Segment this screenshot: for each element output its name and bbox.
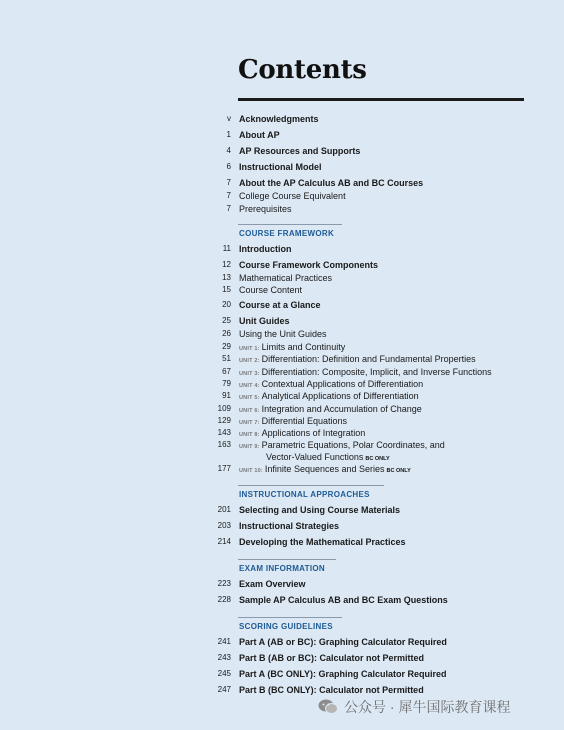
entry-text: Course Content [239, 285, 303, 295]
toc-entry[interactable] [0, 243, 564, 255]
toc-entry[interactable] [0, 341, 564, 353]
page-number: 91 [222, 391, 231, 400]
section-divider [238, 224, 342, 225]
page-number: v [227, 114, 231, 123]
bc-only-badge: BC ONLY [386, 468, 411, 474]
bc-only-badge: BC ONLY [365, 456, 390, 462]
toc-entry[interactable] [0, 652, 564, 664]
page-number: 247 [217, 685, 231, 694]
unit-label: UNIT 6: [239, 408, 260, 414]
entry-title [239, 190, 346, 202]
toc-entry[interactable] [0, 594, 564, 606]
section-heading: COURSE FRAMEWORK [239, 229, 335, 238]
page-number: 7 [226, 178, 231, 187]
page-number: 7 [226, 204, 231, 213]
entry-title [239, 299, 321, 311]
entry-text: Course Framework Components [239, 260, 379, 270]
entry-text: Sample AP Calculus AB and BC Exam Questions [239, 595, 448, 605]
entry-title [239, 652, 424, 664]
toc-entry[interactable] [0, 451, 564, 463]
page-number: 223 [217, 579, 231, 588]
section-divider [238, 559, 336, 560]
unit-label: UNIT 2: [239, 358, 260, 364]
entry-text: Part A (AB or BC): Graphing Calculator Required [239, 637, 447, 647]
toc-entry[interactable] [0, 259, 564, 271]
toc-entry[interactable] [0, 668, 564, 680]
entry-text: About AP [239, 130, 280, 140]
entry-title [239, 284, 302, 296]
page-number: 12 [222, 260, 231, 269]
entry-text: Part B (AB or BC): Calculator not Permitted [239, 653, 425, 663]
toc-entry[interactable] [0, 520, 564, 532]
toc-entry[interactable] [0, 284, 564, 296]
unit-label: UNIT 5: [239, 395, 260, 401]
page-number: 214 [217, 537, 231, 546]
page-number: 26 [222, 329, 231, 338]
entry-text: Differential Equations [261, 416, 348, 426]
entry-title [239, 315, 290, 327]
unit-label: UNIT 3: [239, 371, 260, 377]
toc-entry[interactable] [0, 427, 564, 439]
entry-title [239, 504, 400, 516]
entry-title [239, 129, 280, 141]
entry-title [239, 594, 448, 606]
page-number: 129 [217, 416, 231, 425]
entry-title [239, 177, 423, 189]
entry-text: Unit Guides [239, 316, 290, 326]
toc-entry[interactable] [0, 403, 564, 415]
toc-entry[interactable] [0, 390, 564, 402]
toc-entry[interactable] [0, 328, 564, 340]
entry-title [239, 636, 447, 648]
toc-entry[interactable] [0, 129, 564, 141]
entry-text: Introduction [239, 244, 292, 254]
toc-entry[interactable] [0, 177, 564, 189]
toc-entry[interactable] [0, 366, 564, 378]
watermark-text: 公众号 · 犀牛国际教育课程 [344, 699, 511, 715]
entry-text: Course at a Glance [239, 300, 321, 310]
entry-text: Vector-Valued Functions [266, 452, 364, 462]
page-number: 109 [217, 404, 231, 413]
toc-entry[interactable] [0, 190, 564, 202]
entry-title [239, 353, 476, 367]
entry-text: Differentiation: Definition and Fundamental Properties [261, 354, 476, 364]
entry-title [239, 328, 327, 340]
entry-text: Selecting and Using Course Materials [239, 505, 401, 515]
entry-text: Prerequisites [239, 204, 292, 214]
entry-title [239, 203, 292, 215]
page-number: 51 [222, 354, 231, 363]
entry-title [239, 536, 406, 548]
page-number: 67 [222, 367, 231, 376]
unit-label: UNIT 9: [239, 444, 260, 450]
toc-entry[interactable] [0, 353, 564, 365]
page-number: 241 [217, 637, 231, 646]
page-number: 20 [222, 300, 231, 309]
entry-text: About the AP Calculus AB and BC Courses [239, 178, 424, 188]
page-number: 13 [222, 273, 231, 282]
toc-entry[interactable] [0, 439, 564, 451]
page-number: 25 [222, 316, 231, 325]
toc-entry[interactable] [0, 415, 564, 427]
entry-text: Exam Overview [239, 579, 306, 589]
entry-text: Part B (BC ONLY): Calculator not Permitted [239, 685, 424, 695]
toc-entry[interactable] [0, 113, 564, 125]
page-number: 29 [222, 342, 231, 351]
entry-text: Instructional Model [239, 162, 322, 172]
toc-entry[interactable] [0, 684, 564, 696]
page-number: 245 [217, 669, 231, 678]
entry-text: Differentiation: Composite, Implicit, and Inverse Functions [261, 367, 492, 377]
entry-title [239, 259, 378, 271]
page-number: 79 [222, 379, 231, 388]
unit-label: UNIT 8: [239, 432, 260, 438]
page-number: 15 [222, 285, 231, 294]
entry-text: College Course Equivalent [239, 191, 346, 201]
entry-title [239, 390, 419, 404]
entry-title [239, 113, 319, 125]
entry-title [239, 463, 411, 477]
toc-entry[interactable] [0, 272, 564, 284]
unit-label: UNIT 7: [239, 420, 260, 426]
entry-text: Acknowledgments [239, 114, 319, 124]
entry-text: Infinite Sequences and Series [264, 464, 385, 474]
entry-text: Mathematical Practices [239, 273, 333, 283]
section-heading: SCORING GUIDELINES [239, 622, 333, 631]
page-title: Contents [238, 55, 367, 85]
section-divider [238, 617, 342, 618]
wechat-icon [318, 699, 338, 714]
page-number: 163 [217, 440, 231, 449]
page-number: 143 [217, 428, 231, 437]
entry-text: Applications of Integration [261, 428, 366, 438]
toc-entry[interactable] [0, 378, 564, 390]
toc-entry[interactable] [0, 504, 564, 516]
entry-title [239, 243, 292, 255]
page-number: 4 [226, 146, 231, 155]
entry-text: Part A (BC ONLY): Graphing Calculator Required [239, 669, 447, 679]
entry-title [239, 272, 332, 284]
unit-label: UNIT 4: [239, 383, 260, 389]
page-number: 1 [226, 130, 231, 139]
toc-entry[interactable] [0, 463, 564, 475]
toc-entry[interactable] [0, 315, 564, 327]
section-heading: EXAM INFORMATION [239, 564, 325, 573]
page-number: 201 [217, 505, 231, 514]
entry-text: Using the Unit Guides [239, 329, 327, 339]
section-heading: INSTRUCTIONAL APPROACHES [239, 490, 370, 499]
entry-text: Limits and Continuity [261, 342, 346, 352]
page-number: 203 [217, 521, 231, 530]
entry-text: Integration and Accumulation of Change [261, 404, 422, 414]
entry-title [239, 578, 306, 590]
watermark [318, 697, 510, 717]
section-divider [238, 485, 384, 486]
toc-entry[interactable] [0, 578, 564, 590]
entry-text: AP Resources and Supports [239, 146, 361, 156]
entry-title [239, 520, 339, 532]
page-number: 243 [217, 653, 231, 662]
title-divider [238, 98, 524, 101]
page-number: 7 [226, 191, 231, 200]
page-number: 6 [226, 162, 231, 171]
entry-text: Analytical Applications of Differentiation [261, 391, 419, 401]
entry-title [239, 684, 424, 696]
toc-entry[interactable] [0, 536, 564, 548]
entry-text: Developing the Mathematical Practices [239, 537, 406, 547]
entry-text: Instructional Strategies [239, 521, 340, 531]
entry-title [239, 668, 447, 680]
toc-entry[interactable] [0, 636, 564, 648]
toc-entry[interactable] [0, 161, 564, 173]
toc-entry[interactable] [0, 203, 564, 215]
toc-entry[interactable] [0, 299, 564, 311]
entry-title [239, 145, 360, 157]
page-number: 11 [222, 244, 231, 253]
page-number: 177 [217, 464, 231, 473]
toc-entry[interactable] [0, 145, 564, 157]
entry-text: Parametric Equations, Polar Coordinates, and [261, 440, 445, 450]
unit-label: UNIT 1: [239, 346, 260, 352]
entry-title [239, 161, 322, 173]
unit-label: UNIT 10: [239, 468, 263, 474]
entry-text: Contextual Applications of Differentiation [261, 379, 424, 389]
page-number: 228 [217, 595, 231, 604]
